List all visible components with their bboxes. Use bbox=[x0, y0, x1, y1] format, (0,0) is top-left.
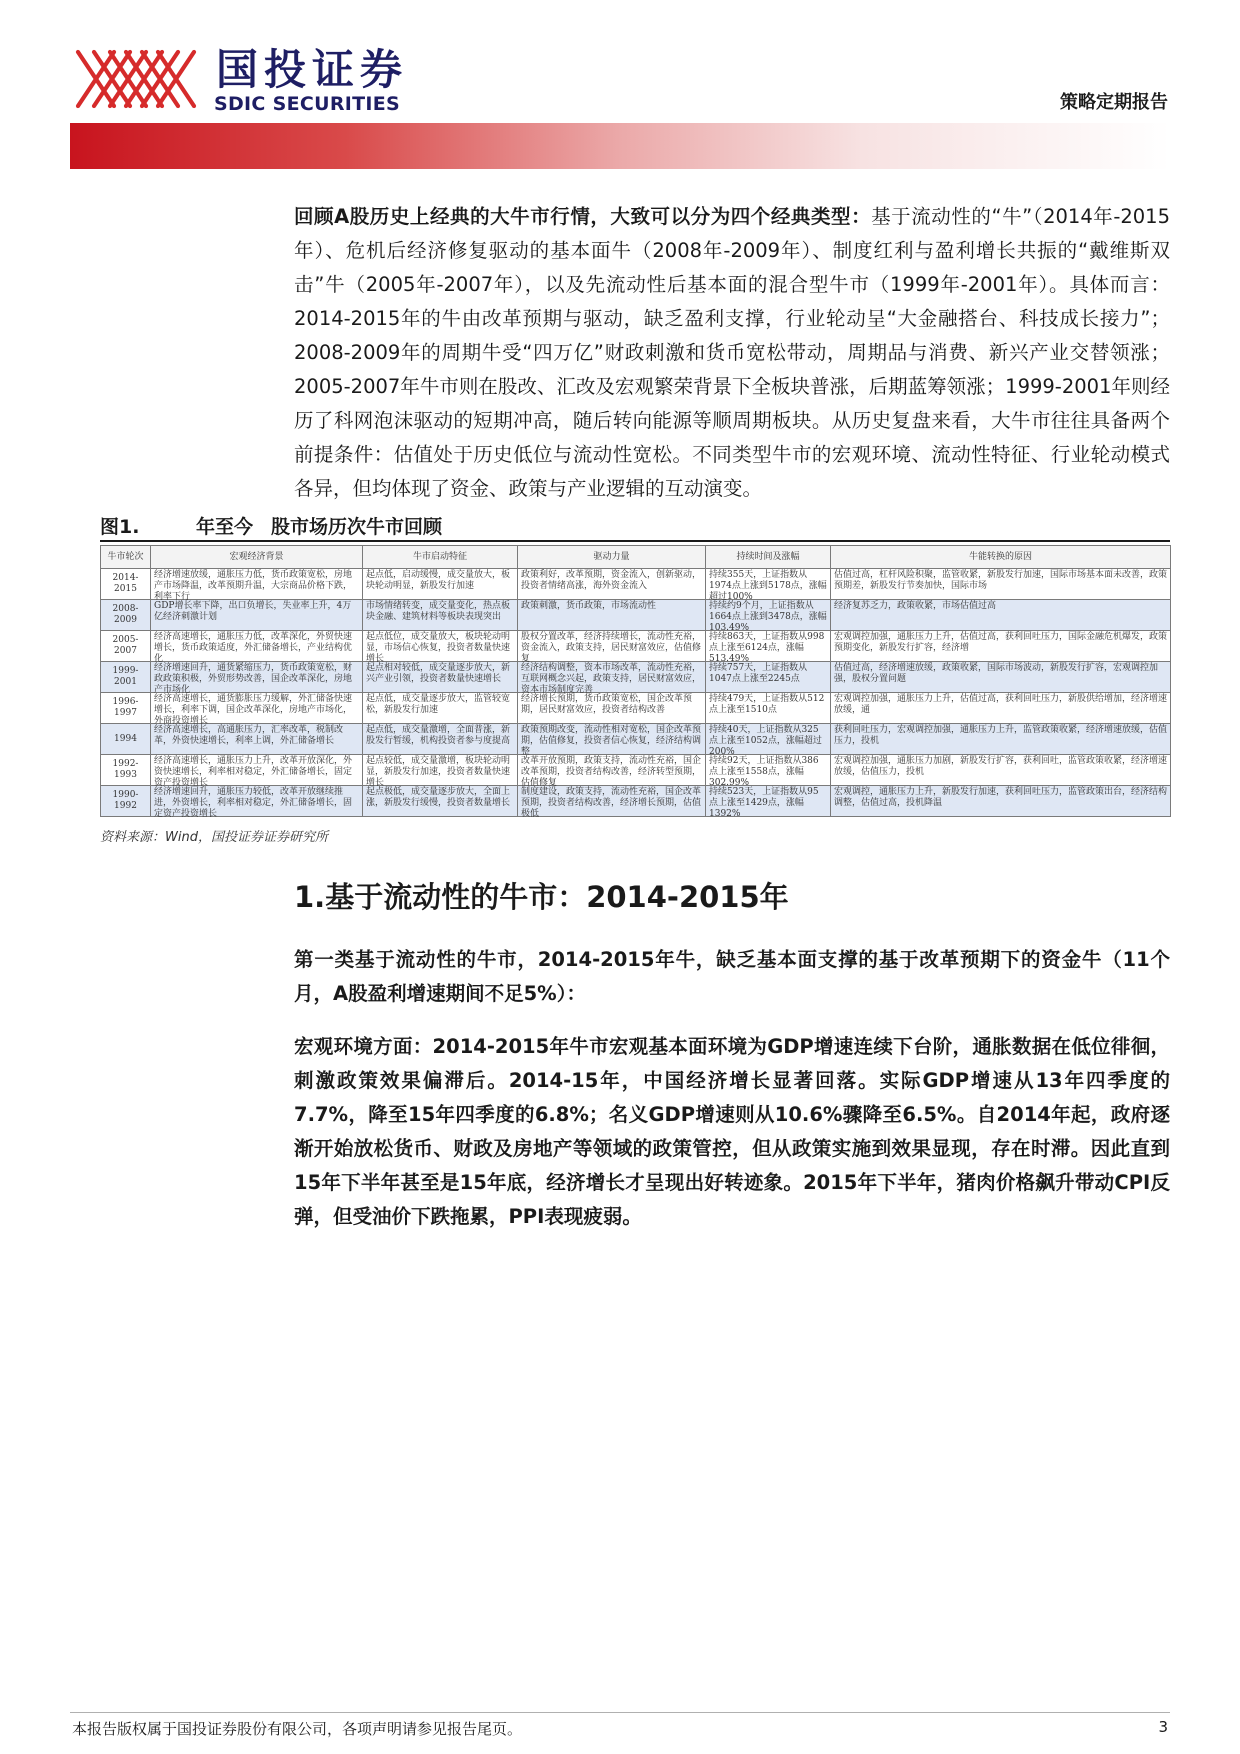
table-cell-text: 政策利好，改革预期，资金流入，创新驱动，投资者情绪高涨，海外资金流入 bbox=[521, 570, 702, 591]
table-cell bbox=[518, 786, 706, 817]
table-cell bbox=[363, 631, 518, 662]
table-cell bbox=[363, 569, 518, 600]
table-cell bbox=[151, 631, 363, 662]
table-cell-era: 2014-2015 bbox=[101, 569, 151, 600]
table-cell bbox=[706, 786, 831, 817]
footer-disclaimer: 本报告版权属于国投证券股份有限公司，各项声明请参见报告尾页。 bbox=[72, 1720, 523, 1738]
table-cell-text: 起点低，成交量逐步放大，监管较宽松，新股发行加速 bbox=[366, 694, 511, 715]
table-cell-text: 经济复苏乏力，政策收紧，市场估值过高 bbox=[834, 601, 997, 611]
figure-number: 图1. bbox=[100, 516, 140, 538]
sdic-logo-icon bbox=[74, 46, 204, 110]
table-cell-text: 经济高速增长，高通胀压力，汇率改革，税制改革，外资快速增长，利率上调，外汇储备增长 bbox=[154, 725, 344, 746]
section-macro-paragraph bbox=[294, 1030, 1170, 1234]
table-cell-text: 政策刺激，货币政策，市场流动性 bbox=[521, 601, 657, 611]
table-header-cell: 牛能转换的原因 bbox=[831, 546, 1171, 569]
table-cell bbox=[518, 755, 706, 786]
table-cell-text: 股权分置改革，经济持续增长，流动性充裕，资金流入，政策支持，居民财富效应，估值修复 bbox=[521, 632, 702, 664]
figure-title-part-b: 股市场历次牛市回顾 bbox=[271, 516, 443, 538]
table-cell-text: 宏观调控加强，通胀压力加剧，新股发行扩容，获利回吐，监管政策收紧，经济增速放缓，估值压力，投机 bbox=[834, 756, 1168, 777]
table-cell bbox=[831, 693, 1171, 724]
table-cell-text: 改革开放预期，政策支持，流动性充裕，国企改革预期，投资者结构改善，经济转型预期，估值修复 bbox=[521, 756, 702, 788]
table-cell-text: 起点较低，成交量激增，板块轮动明显，新股发行加速，投资者数量快速增长 bbox=[366, 756, 511, 788]
table-row bbox=[101, 693, 1171, 724]
figure-title bbox=[100, 512, 442, 539]
table-cell-text: 经济高速增长，通胀压力低，改革深化，外贸快速增长，货币政策适度，外汇储备增长，产业结构优化 bbox=[154, 632, 353, 664]
table-cell-text: 持续92天，上证指数从386点上涨至1558点，涨幅302.99% bbox=[709, 756, 819, 788]
table-cell-text: 起点低，启动缓慢，成交量放大，板块轮动明显，新股发行加速 bbox=[366, 570, 511, 591]
table-cell-text: 起点相对较低，成交量逐步放大，新兴产业引领，投资者数量快速增长 bbox=[366, 663, 511, 684]
table-cell-text: 持续757天，上证指数从1047点上涨至2245点 bbox=[709, 663, 808, 684]
table-cell-era: 1994 bbox=[101, 724, 151, 755]
footer-divider bbox=[70, 1712, 1170, 1713]
table-cell-text: GDP增长率下降，出口负增长，失业率上升，4万亿经济刺激计划 bbox=[154, 601, 352, 622]
table-cell bbox=[706, 600, 831, 631]
table-row bbox=[101, 755, 1171, 786]
table-cell-era: 1999-2001 bbox=[101, 662, 151, 693]
figure-divider bbox=[100, 540, 1170, 542]
table-cell-text: 宏观调控加强，通胀压力上升，估值过高，获利回吐压力，新股供给增加，经济增速放缓，通 bbox=[834, 694, 1168, 715]
table-cell bbox=[151, 569, 363, 600]
table-cell-text: 持续40天，上证指数从325点上涨至1052点，涨幅超过200% bbox=[709, 725, 822, 757]
table-cell-era: 1996-1997 bbox=[101, 693, 151, 724]
table-cell bbox=[706, 569, 831, 600]
table-cell bbox=[151, 600, 363, 631]
table-cell bbox=[363, 662, 518, 693]
table-cell-text: 起点低，成交量激增，全面普涨，新股发行暂缓，机构投资者参与度提高 bbox=[366, 725, 511, 746]
table-cell-text: 政策预期改变，流动性相对宽松，国企改革预期，估值修复，投资者信心恢复，经济结构调整 bbox=[521, 725, 702, 757]
table-cell bbox=[363, 693, 518, 724]
table-cell-text: 经济增速回升，通胀压力较低，改革开放继续推进，外资增长，利率相对稳定，外汇储备增长，固定资产投资增长 bbox=[154, 787, 353, 819]
intro-lead: 回顾A股历史上经典的大牛市行情，大致可以分为四个经典类型： bbox=[294, 205, 872, 228]
table-cell bbox=[363, 724, 518, 755]
table-cell bbox=[363, 755, 518, 786]
table-cell bbox=[518, 724, 706, 755]
table-header-cell: 牛市启动特征 bbox=[363, 546, 518, 569]
logo-chinese-name: 国投证券 bbox=[216, 45, 409, 94]
table-cell bbox=[831, 600, 1171, 631]
table-cell-text: 经济高速增长，通胀压力上升，改革开放深化，外资快速增长，利率相对稳定，外汇储备增长，固定资产投资增长 bbox=[154, 756, 353, 788]
table-cell bbox=[518, 662, 706, 693]
table-cell bbox=[706, 693, 831, 724]
section-macro-text: 宏观环境方面：2014-2015年牛市宏观基本面环境为GDP增速连续下台阶，通胀数据在低位徘徊，刺激政策效果偏滞后。2014-15年，中国经济增长显著回落。实际GDP增速从13年四季度的7.7%，降至15年四季度的6.8%；名义GDP增速则从10.6%骤降至6.5%。自2014年起，政府逐渐开始放松货币、财政及房地产等领域的政策管控，但从政策实施到效果显现，存在时滞。因此直到15年下半年甚至是15年底，经济增长才呈现出好转迹象。2015年下半年，猪肉价格飙升带动CPI反弹，但受油价下跌拖累，PPI表现疲弱。 bbox=[294, 1035, 1170, 1228]
table-cell bbox=[831, 662, 1171, 693]
table-cell-text: 经济高速增长，通货膨胀压力缓解，外汇储备快速增长，利率下调，国企改革深化，房地产市场化，外商投资增长 bbox=[154, 694, 353, 726]
table-cell bbox=[831, 724, 1171, 755]
table-cell bbox=[363, 786, 518, 817]
table-cell bbox=[518, 600, 706, 631]
table-cell-text: 获利回吐压力，宏观调控加强，通胀压力上升，监管政策收紧，经济增速放缓，估值压力，投机 bbox=[834, 725, 1168, 746]
page-number: 3 bbox=[1158, 1718, 1168, 1736]
table-cell bbox=[518, 569, 706, 600]
table-cell bbox=[706, 631, 831, 662]
table-row bbox=[101, 600, 1171, 631]
table-cell bbox=[363, 600, 518, 631]
section-first-text: 第一类基于流动性的牛市，2014-2015年牛，缺乏基本面支撑的基于改革预期下的资金牛（11个月，A股盈利增速期间不足5%）： bbox=[294, 948, 1170, 1005]
table-cell bbox=[151, 786, 363, 817]
table-cell bbox=[706, 662, 831, 693]
table-cell-text: 持续523天，上证指数从95点上涨至1429点，涨幅1392% bbox=[709, 787, 819, 819]
table-cell bbox=[518, 631, 706, 662]
table-cell bbox=[151, 662, 363, 693]
table-cell bbox=[831, 755, 1171, 786]
report-type-label: 策略定期报告 bbox=[1060, 92, 1168, 113]
table-cell-text: 持续355天，上证指数从1974点上涨到5178点，涨幅超过100% bbox=[709, 570, 827, 602]
table-cell bbox=[151, 724, 363, 755]
table-row bbox=[101, 662, 1171, 693]
table-cell-era: 1990-1992 bbox=[101, 786, 151, 817]
table-cell bbox=[831, 631, 1171, 662]
logo-english-name: SDIC SECURITIES bbox=[214, 93, 401, 115]
table-header-cell: 牛市轮次 bbox=[101, 546, 151, 569]
table-cell-text: 持续约9个月，上证指数从1664点上涨到3478点，涨幅103.49% bbox=[709, 601, 827, 633]
table-cell bbox=[831, 569, 1171, 600]
table-row bbox=[101, 569, 1171, 600]
intro-paragraph bbox=[294, 200, 1170, 506]
intro-body: 基于流动性的“牛”（2014年-2015年）、危机后经济修复驱动的基本面牛（2008年-2009年）、制度红利与盈利增长共振的“戴维斯双击”牛（2005年-2007年），以及先流动性后基本面的混合型牛市（1999年-2001年）。具体而言：2014-2015年的牛由改革预期与驱动，缺乏盈利支撑，行业轮动呈“大金融搭台、科技成长接力”；2008-2009年的周期牛受“四万亿”财政刺激和货币宽松带动，周期品与消费、新兴产业交替领涨；2005-2007年牛市则在股改、汇改及宏观繁荣背景下全板块普涨，后期蓝筹领涨；1999-2001年则经历了科网泡沫驱动的短期冲高，随后转向能源等顺周期板块。从历史复盘来看，大牛市往往具备两个前提条件：估值处于历史低位与流动性宽松。不同类型牛市的宏观环境、流动性特征、行业轮动模式各异，但均体现了资金、政策与产业逻辑的互动演变。 bbox=[294, 205, 1170, 500]
table-cell-text: 经济结构调整，资本市场改革，流动性充裕，互联网概念兴起，政策支持，居民财富效应，资本市场制度完善 bbox=[521, 663, 702, 695]
table-cell-era: 2008-2009 bbox=[101, 600, 151, 631]
table-row bbox=[101, 631, 1171, 662]
table-cell bbox=[151, 693, 363, 724]
table-cell-text: 宏观调控，通胀压力上升，新股发行加速，获利回吐压力，监管政策出台，经济结构调整，估值过高，投机降温 bbox=[834, 787, 1168, 808]
table-cell-text: 经济增速回升，通货紧缩压力，货币政策宽松，财政政策积极，外贸形势改善，国企改革深化，房地产市场化 bbox=[154, 663, 353, 695]
table-header-row bbox=[101, 546, 1171, 569]
table-cell-text: 经济增速放缓，通胀压力低，货币政策宽松，房地产市场降温，改革预期升温，大宗商品价格下跌，利率下行 bbox=[154, 570, 353, 602]
table-cell bbox=[706, 724, 831, 755]
table-cell-text: 经济增长预期，货币政策宽松，国企改革预期，居民财富效应，投资者结构改善 bbox=[521, 694, 693, 715]
table-cell-text: 起点低位，成交量放大，板块轮动明显，市场信心恢复，投资者数量快速增长 bbox=[366, 632, 511, 664]
table-cell-text: 持续479天，上证指数从512点上涨至1510点 bbox=[709, 694, 825, 715]
section-first-paragraph bbox=[294, 943, 1170, 1011]
table-cell bbox=[518, 693, 706, 724]
table-cell-text: 市场情绪转变，成交量变化，热点板块金融、建筑材料等板块表现突出 bbox=[366, 601, 511, 622]
table-cell-text: 起点极低，成交量逐步放大，全面上涨，新股发行缓慢，投资者数量增长 bbox=[366, 787, 511, 808]
table-cell-text: 宏观调控加强，通胀压力上升，估值过高，获利回吐压力，国际金融危机爆发，政策预期变化，新股发行扩容，经济增 bbox=[834, 632, 1168, 653]
section-heading: 1.基于流动性的牛市：2014-2015年 bbox=[294, 880, 789, 914]
table-body bbox=[101, 569, 1171, 817]
table-header-cell: 驱动力量 bbox=[518, 546, 706, 569]
table-row bbox=[101, 724, 1171, 755]
table-cell bbox=[151, 755, 363, 786]
table-cell-era: 1992-1993 bbox=[101, 755, 151, 786]
table-cell-text: 持续863天，上证指数从998点上涨至6124点，涨幅513.49% bbox=[709, 632, 825, 664]
table-cell-era: 2005-2007 bbox=[101, 631, 151, 662]
table-row bbox=[101, 786, 1171, 817]
figure-title-part-a: 年至今 bbox=[196, 516, 254, 538]
table-cell bbox=[706, 755, 831, 786]
bull-market-table bbox=[100, 545, 1171, 817]
table-cell bbox=[831, 786, 1171, 817]
table-cell-text: 估值过高，杠杆风险积聚，监管收紧，新股发行加速，国际市场基本面未改善，政策预期差，新股发行节奏加快，国际市场 bbox=[834, 570, 1168, 591]
header-gradient-band bbox=[70, 123, 1170, 169]
bull-market-table-container bbox=[100, 545, 1170, 828]
table-header-cell: 持续时间及涨幅 bbox=[706, 546, 831, 569]
table-header-cell: 宏观经济背景 bbox=[151, 546, 363, 569]
table-cell-text: 制度建设，政策支持，流动性充裕，国企改革预期，投资者结构改善，经济增长预期，估值极低 bbox=[521, 787, 702, 819]
figure-source: 资料来源：Wind，国投证券证券研究所 bbox=[100, 830, 328, 845]
table-cell-text: 估值过高，经济增速放缓，政策收紧，国际市场波动，新股发行扩容，宏观调控加强，股权分置问题 bbox=[834, 663, 1159, 684]
